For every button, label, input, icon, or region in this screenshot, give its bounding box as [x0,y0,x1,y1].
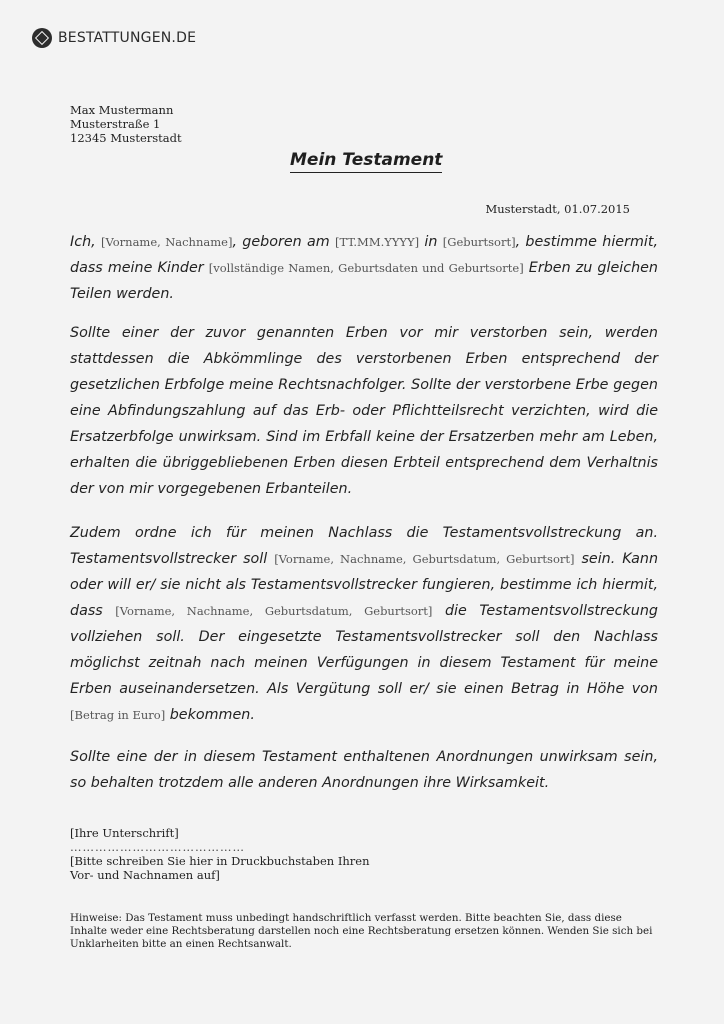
paragraph-heirs [70,229,658,307]
placeholder-birthplace: [Geburtsort] [442,235,516,249]
placeholder-substitute-executor: [Vorname, Nachname, Geburtsdatum, Geburtsort] [115,604,433,618]
text-segment: die Testamentsvollstreckung vollziehen soll. Der eingesetzte Testamentsvollstrecker soll den Nachlass möglichst zeitnah nach meinen Verfügungen in diesem Testament für meine Erben auseinandersetzen. Als Vergütung soll er/ sie einen Betrag in Höhe von [70,603,658,697]
print-name-line1: [Bitte schreiben Sie hier in Druckbuchstaben Ihren [70,854,370,868]
text-segment: sein. Kann oder will er/ sie nicht als Testamentsvollstrecker fungieren, bestimme ich hiermit, dass [70,551,659,619]
sender-address [70,103,182,145]
paragraph-executor [70,520,658,728]
text-segment: Zudem ordne ich für meinen Nachlass die Testamentsvollstreckung an. Testamentsvollstrecker soll [70,525,658,567]
brand-logo [32,28,196,48]
text-segment: Ich, [70,234,101,250]
signature-block [70,826,370,882]
paragraph-substitute-heirs: Sollte einer der zuvor genannten Erben vor mir verstorben sein, werden stattdessen die Abkömmlinge des verstorbenen Erben entsprechend der gesetzlichen Erbfolge meine Rechtsnachfolger. Sollte der verstorbene Erbe gegen eine Abfindungszahlung auf das Erb- oder Pflichtteilsrecht verzichten, wird die Ersatzerbfolge unwirksam. Sind im Erbfall keine der Ersatzerben mehr am Leben, erhalten die übriggebliebenen Erben diesen Erbteil entsprechend dem Verhaltnis der von mir vorgegebenen Erbanteilen. [70,325,658,497]
sender-name: Max Mustermann [70,103,174,117]
text-segment: bekommen. [165,707,255,723]
placeholder-birthdate: [TT.MM.YYYY] [335,235,420,249]
brand-name: BESTATTUNGEN.DE [58,30,197,46]
sender-city: 12345 Musterstadt [70,131,182,145]
placeholder-amount: [Betrag in Euro] [70,708,166,722]
diamond-icon [32,28,52,48]
text-segment: in [419,234,443,250]
place-date: Musterstadt, 01.07.2015 [485,202,630,216]
placeholder-children: [vollständige Namen, Geburtsdaten und Geburtsorte] [208,261,524,275]
placeholder-name: [Vorname, Nachname] [101,235,233,249]
print-name-line2: Vor- und Nachnamen auf] [70,868,220,882]
paragraph-severability: Sollte eine der in diesem Testament enthaltenen Anordnungen unwirksam sein, so behalten trotzdem alle anderen Anordnungen ihre Wirksamkeit. [70,749,658,791]
sender-street: Musterstraße 1 [70,117,161,131]
signature-label: [Ihre Unterschrift] [70,826,179,840]
placeholder-executor: [Vorname, Nachname, Geburtsdatum, Geburtsort] [274,552,575,566]
legal-notice: Hinweise: Das Testament muss unbedingt handschriftlich verfasst werden. Bitte beachten Sie, dass diese Inhalte weder eine Rechtsberatung darstellen noch eine Rechtsberatung ersetzen können. Wenden Sie sich bei Unklarheiten bitte an einen Rechtsanwalt. [70,912,653,950]
text-segment: , bestimme hiermit, dass meine Kinder [70,234,659,276]
signature-line: …………………………………… [70,840,245,854]
text-segment: Erben zu gleichen Teilen werden. [70,260,658,302]
text-segment: , geboren am [232,234,336,250]
document-title: Mein Testament [290,150,442,173]
